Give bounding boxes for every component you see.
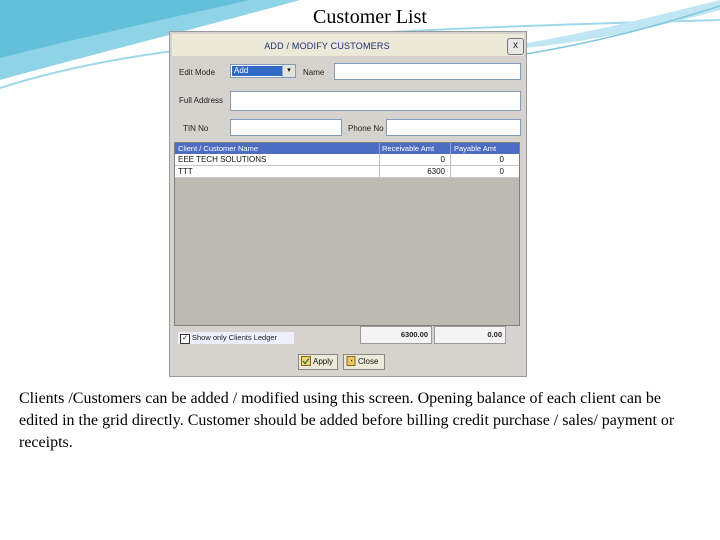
- apply-button[interactable]: [298, 354, 338, 370]
- cell-payable[interactable]: 0: [499, 167, 504, 176]
- column-header-payable[interactable]: Payable Amt: [454, 144, 497, 153]
- table-row[interactable]: [175, 166, 519, 178]
- column-divider: [379, 143, 380, 154]
- edit-mode-value: Add: [232, 66, 283, 76]
- name-label: Name: [303, 68, 325, 77]
- tin-label: TIN No: [183, 124, 209, 133]
- close-door-icon: [346, 356, 356, 366]
- cell-payable[interactable]: 0: [499, 155, 504, 164]
- column-header-name[interactable]: Client / Customer Name: [178, 144, 259, 153]
- slide-caption: Clients /Customers can be added / modified using this screen. Opening balance of each client can be edited in the grid directly. Customer should be added before billing credit purchase / sales/ payment or receipts.: [19, 390, 675, 451]
- add-modify-customers-dialog: [169, 31, 527, 377]
- dialog-title: ADD / MODIFY CUSTOMERS: [264, 41, 390, 51]
- close-label: Close: [358, 357, 379, 366]
- column-header-receivable[interactable]: Receivable Amt: [382, 144, 435, 153]
- apply-label: Apply: [313, 357, 334, 366]
- chevron-down-icon[interactable]: ▾: [282, 65, 295, 77]
- column-divider: [379, 166, 380, 178]
- show-only-clients-ledger-label: Show only Clients Ledger: [192, 333, 278, 342]
- phone-label: Phone No: [348, 124, 384, 133]
- cell-receivable[interactable]: 0: [440, 155, 445, 164]
- full-address-input[interactable]: [230, 91, 521, 111]
- total-payable: 0.00: [434, 326, 506, 344]
- name-input[interactable]: [334, 63, 521, 80]
- table-row[interactable]: [175, 154, 519, 166]
- cell-name: TTT: [178, 167, 193, 176]
- tin-input[interactable]: [230, 119, 342, 136]
- close-button[interactable]: [343, 354, 385, 370]
- cell-receivable[interactable]: 6300: [427, 167, 445, 176]
- column-divider: [450, 166, 451, 178]
- customer-grid[interactable]: [174, 142, 520, 326]
- total-receivable: 6300.00: [360, 326, 432, 344]
- edit-mode-select[interactable]: [230, 64, 296, 78]
- cell-name: EEE TECH SOLUTIONS: [178, 155, 267, 164]
- full-address-label: Full Address: [179, 96, 224, 105]
- edit-mode-label: Edit Mode: [179, 68, 216, 77]
- phone-input[interactable]: [386, 119, 521, 136]
- apply-icon: [301, 356, 311, 366]
- show-only-clients-ledger-checkbox[interactable]: [178, 332, 294, 344]
- checkbox-checked-icon[interactable]: ✓: [180, 334, 190, 344]
- close-icon[interactable]: x: [507, 38, 524, 55]
- slide-title: Customer List: [313, 6, 427, 28]
- grid-header: [175, 143, 519, 154]
- column-divider: [450, 143, 451, 154]
- column-divider: [379, 154, 380, 166]
- dialog-header: [172, 34, 524, 56]
- column-divider: [450, 154, 451, 166]
